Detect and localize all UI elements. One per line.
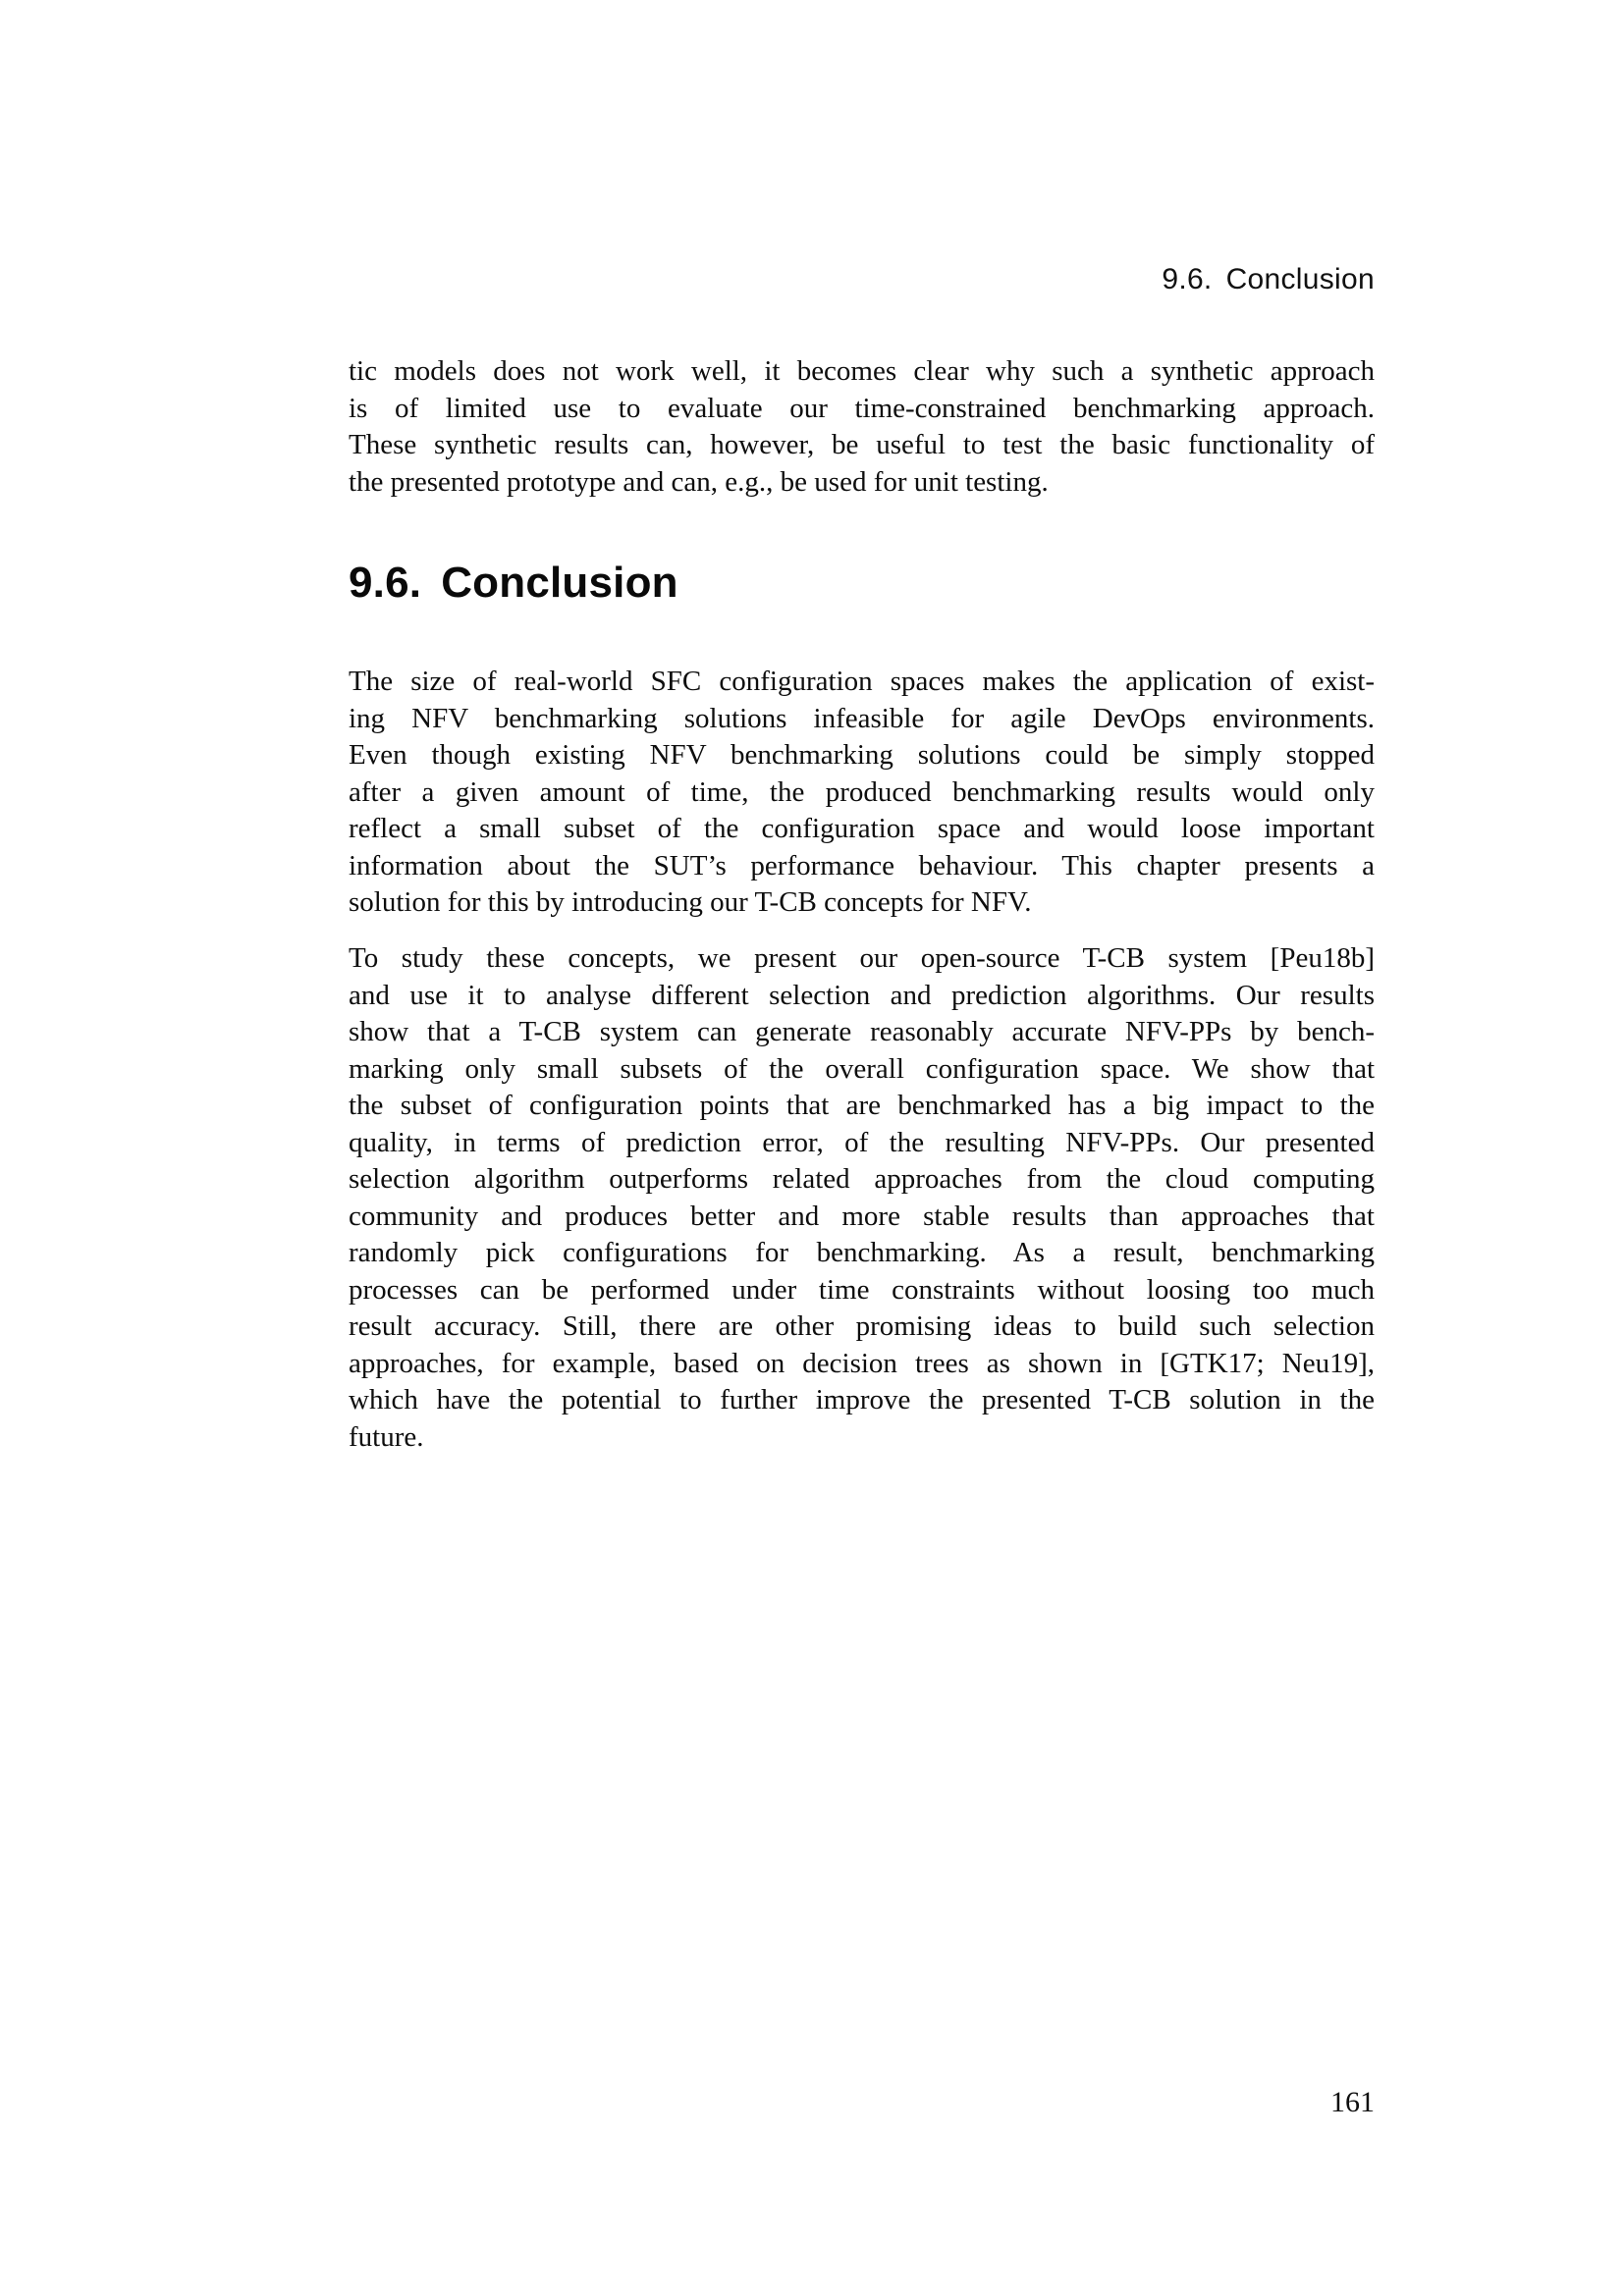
text-line: reflect a small subset of the configuration space and would loose important <box>349 813 1375 844</box>
text-line: randomly pick configurations for benchmarking. As a result, benchmarking <box>349 1237 1375 1268</box>
text-line: tic models does not work well, it becomes clear why such a synthetic approach <box>349 355 1375 387</box>
text-line: result accuracy. Still, there are other promising ideas to build such selection <box>349 1310 1375 1342</box>
text-line: The size of real-world SFC configuration spaces makes the application of exist- <box>349 666 1375 697</box>
section-heading <box>349 560 1375 607</box>
text-line: the subset of configuration points that are benchmarked has a big impact to the <box>349 1090 1375 1121</box>
page-number: 161 <box>1330 2086 1375 2118</box>
running-header-section-number: 9.6. <box>1162 263 1213 295</box>
paragraph-conclusion-1 <box>349 664 1375 922</box>
text-line: future. <box>349 1420 424 1453</box>
text-line: information about the SUT’s performance behaviour. This chapter presents a <box>349 849 1375 881</box>
section-heading-number: 9.6. <box>349 559 422 607</box>
text-line: show that a T-CB system can generate reasonably accurate NFV-PPs by bench- <box>349 1016 1375 1047</box>
text-line: approaches, for example, based on decision trees as shown in [GTK17; Neu19], <box>349 1347 1375 1379</box>
paragraph-continuation <box>349 353 1375 501</box>
text-line: the presented prototype and can, e.g., be used for unit testing. <box>349 465 1049 498</box>
text-line: is of limited use to evaluate our time-constrained benchmarking approach. <box>349 392 1375 424</box>
text-line: ing NFV benchmarking solutions infeasible for agile DevOps environments. <box>349 702 1375 734</box>
running-header <box>349 263 1375 296</box>
text-line: quality, in terms of prediction error, of the resulting NFV-PPs. Our presented <box>349 1126 1375 1158</box>
text-line: which have the potential to further improve the presented T-CB solution in the <box>349 1384 1375 1415</box>
text-line: solution for this by introducing our T-CB concepts for NFV. <box>349 886 1032 918</box>
text-line: selection algorithm outperforms related approaches from the cloud computing <box>349 1163 1375 1195</box>
text-line: These synthetic results can, however, be useful to test the basic functionality of <box>349 429 1375 460</box>
running-header-section-title: Conclusion <box>1225 263 1375 295</box>
text-line: and use it to analyse different selection and prediction algorithms. Our results <box>349 979 1375 1011</box>
text-line: Even though existing NFV benchmarking solutions could be simply stopped <box>349 739 1375 771</box>
text-line: marking only small subsets of the overall configuration space. We show that <box>349 1052 1375 1085</box>
text-line: after a given amount of time, the produced benchmarking results would only <box>349 775 1375 808</box>
text-line: community and produces better and more stable results than approaches that <box>349 1200 1375 1232</box>
text-line: To study these concepts, we present our open-source T-CB system [Peu18b] <box>349 942 1375 974</box>
section-heading-title: Conclusion <box>441 559 678 607</box>
text-line: processes can be performed under time constraints without loosing too much <box>349 1273 1375 1306</box>
paragraph-conclusion-2 <box>349 940 1375 1456</box>
